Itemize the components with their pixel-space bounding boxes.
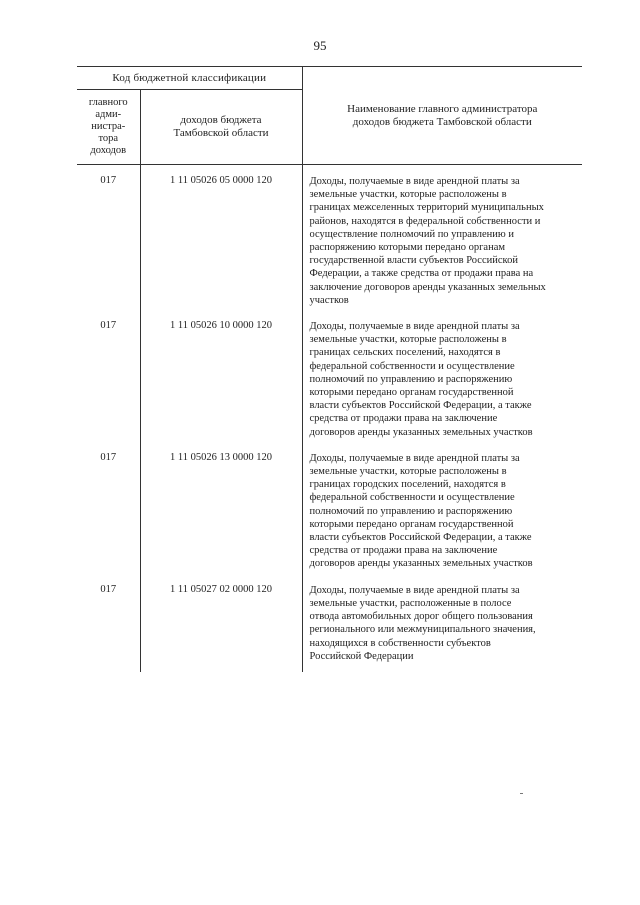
text-line: заключение договоров аренды указанных земельных [309,281,546,293]
header-admin-line: главного [88,97,128,108]
income-code-cell: 1 11 05026 10 0000 120 [140,310,302,442]
income-name-cell [302,574,582,672]
admin-code-cell: 017 [77,165,140,311]
header-income-line: доходов бюджета [180,114,262,126]
income-name-cell [302,310,582,442]
header-name-line: Наименование главного администратора [347,102,538,115]
page-number: 95 [313,38,327,53]
text-line: отвода автомобильных дорог общего пользования [309,611,533,623]
text-line: распоряжению которыми передано органам [309,242,506,254]
text-line: земельные участки, которые расположены в [309,189,507,201]
text-line: границах городских поселений, находятся в [309,479,506,491]
text-line: осуществление полномочий по управлению и [309,228,515,240]
text-line: которыми передано органам государственной [309,518,514,530]
text-line: Доходы, получаемые в виде арендной платы за [309,584,520,596]
header-admin-line: тора [98,133,119,144]
text-line: власти субъектов Российской Федерации, а также [309,532,532,544]
admin-code-cell: 017 [77,442,140,574]
table-body [77,165,582,672]
income-code-cell: 1 11 05026 05 0000 120 [140,165,302,311]
header-admin-column [77,90,140,165]
text-line: земельные участки, которые расположены в [309,466,507,478]
admin-code-cell: 017 [77,574,140,672]
table-row [77,442,582,574]
text-line: государственной власти субъектов Российской [309,255,518,267]
budget-classification-table [77,66,582,672]
budget-classification-table-container [77,66,582,672]
text-line: Российской Федерации [309,650,414,662]
text-line: которыми передано органам государственной [309,387,514,399]
text-line: земельные участки, которые расположены в [309,334,507,346]
header-admin-line: нистра- [91,121,126,132]
text-line: средства от продажи права на заключение [309,413,498,425]
text-line: власти субъектов Российской Федерации, а также [309,400,532,412]
text-line: договоров аренды указанных земельных участков [309,426,533,438]
income-code-cell: 1 11 05026 13 0000 120 [140,442,302,574]
text-line: участков [309,294,349,306]
text-line: Федерации, а также средства от продажи права на [309,268,534,280]
text-line: земельные участки, расположенные в полосе [309,597,512,609]
text-line: договоров аренды указанных земельных участков [309,558,533,570]
text-line: районов, находятся в федеральной собственности и [309,215,541,227]
header-name-line: доходов бюджета Тамбовской области [352,115,532,128]
text-line: границах межселенных территорий муниципальных [309,202,544,214]
table-row [77,165,582,311]
text-line: федеральной собственности и осуществление [309,360,515,372]
table-row [77,574,582,672]
text-line: федеральной собственности и осуществление [309,492,515,504]
text-line: средства от продажи права на заключение [309,545,498,557]
header-code-group: Код бюджетной классификации [77,67,302,90]
table-row [77,310,582,442]
header-admin-line: адми- [95,109,122,120]
scan-dot-mark [520,793,523,794]
header-income-line: Тамбовской области [173,127,269,139]
table-header [77,67,582,165]
income-code-cell: 1 11 05027 02 0000 120 [140,574,302,672]
income-name-cell [302,165,582,311]
text-line: Доходы, получаемые в виде арендной платы за [309,452,520,464]
text-line: находящихся в собственности субъектов [309,637,491,649]
text-line: регионального или межмуниципального значения, [309,624,536,636]
text-line: границах сельских поселений, находятся в [309,347,501,359]
header-name-column [302,67,582,165]
text-line: полномочий по управлению и распоряжению [309,505,513,517]
admin-code-cell: 017 [77,310,140,442]
income-name-cell [302,442,582,574]
text-line: Доходы, получаемые в виде арендной платы за [309,176,520,187]
text-line: Доходы, получаемые в виде арендной платы за [309,321,520,333]
header-admin-line: доходов [90,145,127,156]
header-income-column [140,90,302,165]
text-line: полномочий по управлению и распоряжению [309,373,513,385]
